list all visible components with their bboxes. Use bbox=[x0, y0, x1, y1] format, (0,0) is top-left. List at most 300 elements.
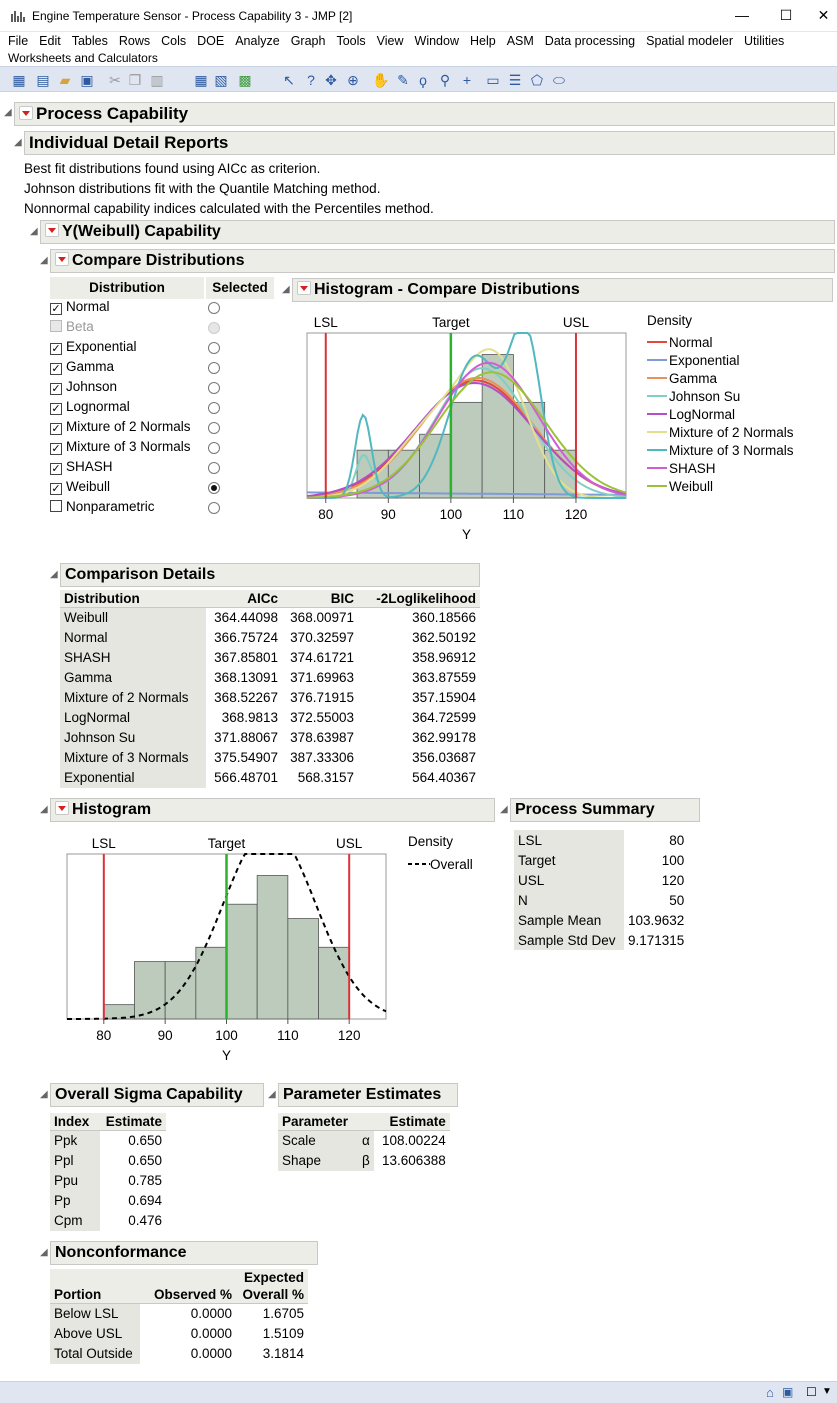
table-cell: α bbox=[358, 1131, 374, 1151]
legend-swatch bbox=[647, 341, 667, 343]
distribution-checkbox[interactable]: ✓ bbox=[51, 483, 61, 495]
nonconformance-title: Nonconformance bbox=[55, 1244, 187, 1261]
selection-tool-icon[interactable]: ✥ bbox=[325, 72, 337, 88]
magnifier-tool-icon[interactable]: ⚲ bbox=[439, 72, 451, 88]
table-cell: Ppu bbox=[50, 1171, 100, 1191]
menu-item-window[interactable]: Window bbox=[414, 34, 459, 48]
minimize-button[interactable]: — bbox=[735, 7, 749, 23]
compare-distributions-chart[interactable] bbox=[300, 308, 640, 548]
table-row bbox=[50, 1324, 308, 1344]
table-cell: Ppl bbox=[50, 1151, 100, 1171]
process-capability-title: Process Capability bbox=[36, 104, 189, 123]
table-cell: 358.96912 bbox=[412, 650, 476, 665]
histogram-compare-header[interactable] bbox=[292, 278, 833, 302]
table-cell: 9.171315 bbox=[628, 932, 685, 948]
histogram-bar bbox=[196, 947, 227, 1019]
column-header: Index bbox=[50, 1113, 100, 1131]
table-cell: 568.3157 bbox=[297, 770, 354, 785]
column-header: Distribution bbox=[60, 590, 206, 608]
table-row bbox=[60, 748, 480, 768]
oval-tool-icon[interactable]: ⬭ bbox=[553, 72, 565, 88]
distribution-row[interactable] bbox=[50, 419, 191, 439]
distribution-checkbox[interactable]: ✓ bbox=[51, 403, 61, 415]
table-cell: Shape bbox=[278, 1151, 358, 1171]
table-cell: Sample Std Dev bbox=[514, 930, 624, 950]
table-cell: Below LSL bbox=[50, 1304, 140, 1324]
compare-distributions-title: Compare Distributions bbox=[72, 252, 245, 269]
distribution-checkbox[interactable]: ✓ bbox=[51, 343, 61, 355]
overall-legend-item bbox=[408, 857, 473, 872]
table-cell: 387.33306 bbox=[290, 750, 354, 765]
spec-label-target: Target bbox=[207, 836, 246, 851]
table-cell: 366.75724 bbox=[214, 630, 278, 645]
table-cell: 368.13091 bbox=[214, 670, 278, 685]
distribution-label: Mixture of 3 Normals bbox=[66, 439, 191, 454]
table-row bbox=[60, 708, 480, 728]
menu-item-asm[interactable]: ASM bbox=[506, 34, 534, 48]
table-row bbox=[60, 608, 480, 628]
legend-swatch bbox=[647, 449, 667, 451]
table-cell: 1.6705 bbox=[262, 1306, 304, 1322]
new-script-icon[interactable]: ▤ bbox=[36, 72, 50, 88]
table-cell: 367.85801 bbox=[214, 650, 278, 665]
column-header bbox=[50, 1269, 140, 1286]
disclosure-icon[interactable]: ◢ bbox=[282, 284, 290, 295]
table-row bbox=[50, 1344, 308, 1364]
disclosure-icon[interactable]: ◢ bbox=[500, 804, 508, 815]
table-row bbox=[50, 1171, 166, 1191]
comparison-details-table bbox=[60, 590, 480, 788]
table-cell: 376.71915 bbox=[290, 690, 354, 705]
histogram-compare-title: Histogram - Compare Distributions bbox=[314, 281, 580, 298]
legend-item bbox=[647, 335, 713, 350]
toolbar bbox=[0, 66, 837, 92]
parameter-estimates-title: Parameter Estimates bbox=[283, 1086, 442, 1103]
table-cell: 368.9813 bbox=[221, 710, 278, 725]
distribution-checkbox[interactable]: ✓ bbox=[51, 423, 61, 435]
histogram-bar bbox=[319, 947, 350, 1019]
column-header bbox=[140, 1269, 236, 1286]
table-row bbox=[50, 1211, 166, 1231]
open-folder-icon[interactable]: ▰ bbox=[59, 72, 71, 88]
table-cell: Gamma bbox=[60, 668, 206, 688]
distribution-select-radio[interactable] bbox=[208, 382, 220, 394]
menu-item-tools[interactable]: Tools bbox=[336, 34, 366, 48]
table-cell: 378.63987 bbox=[290, 730, 354, 745]
table-row bbox=[278, 1151, 450, 1171]
x-tick-label: 80 bbox=[318, 507, 334, 522]
distribution-label: Normal bbox=[66, 299, 110, 314]
menu-bar bbox=[0, 32, 837, 66]
table-row bbox=[514, 830, 688, 850]
spec-label-target: Target bbox=[432, 315, 470, 330]
comparison-details-header[interactable] bbox=[60, 563, 480, 587]
parameter-estimates-header[interactable] bbox=[278, 1083, 458, 1107]
report-content bbox=[0, 93, 837, 1381]
legend-swatch bbox=[647, 377, 667, 379]
column-header: AICc bbox=[206, 590, 282, 608]
table-cell: 362.50192 bbox=[412, 630, 476, 645]
nonconformance-table bbox=[50, 1269, 308, 1364]
density-legend-title: Density bbox=[647, 313, 693, 328]
distribution-row[interactable] bbox=[50, 459, 113, 479]
disclosure-icon[interactable]: ◢ bbox=[50, 569, 58, 580]
status-dropdown-icon[interactable]: ▼ bbox=[822, 1386, 832, 1397]
parameter-estimates-table bbox=[278, 1113, 450, 1171]
compare-distributions-header[interactable] bbox=[50, 249, 835, 273]
crosshair-tool-icon[interactable]: ⊕ bbox=[347, 72, 359, 88]
table-cell: 103.9632 bbox=[628, 912, 685, 928]
individual-detail-title: Individual Detail Reports bbox=[29, 133, 229, 152]
distribution-label: Weibull bbox=[66, 479, 111, 494]
histogram-bar bbox=[451, 402, 482, 498]
home-icon[interactable]: ⌂ bbox=[766, 1385, 774, 1400]
save-icon[interactable]: ▣ bbox=[80, 72, 94, 88]
table-cell: 372.55003 bbox=[290, 710, 354, 725]
table-row bbox=[50, 1191, 166, 1211]
table-cell: 357.15904 bbox=[412, 690, 476, 705]
overall-sigma-table bbox=[50, 1113, 166, 1231]
dashed-line-icon bbox=[408, 859, 430, 869]
table-cell: 368.00971 bbox=[290, 610, 354, 626]
table-cell: USL bbox=[514, 870, 624, 890]
distribution-label: Johnson bbox=[66, 379, 118, 394]
distribution-row[interactable] bbox=[50, 439, 191, 459]
distribution-checkbox[interactable]: ✓ bbox=[51, 303, 61, 315]
table-row bbox=[60, 768, 480, 788]
legend-label: Gamma bbox=[669, 371, 718, 386]
menu-item-data-processing[interactable]: Data processing bbox=[544, 34, 636, 48]
column-header: Parameter bbox=[278, 1113, 358, 1131]
red-triangle-menu-icon[interactable] bbox=[45, 223, 59, 237]
menu-item-rows[interactable]: Rows bbox=[118, 34, 151, 48]
table-cell: 0.785 bbox=[128, 1173, 162, 1188]
jmp-app-icon bbox=[10, 8, 26, 24]
table-cell: 370.32597 bbox=[290, 630, 354, 645]
distribution-select-radio[interactable] bbox=[208, 442, 220, 454]
table-cell: Above USL bbox=[50, 1324, 140, 1344]
y-capability-title: Y(Weibull) Capability bbox=[62, 223, 221, 240]
legend-swatch bbox=[647, 467, 667, 469]
table-cell: 0.476 bbox=[128, 1213, 162, 1228]
column-header: Portion bbox=[50, 1286, 140, 1304]
disclosure-icon[interactable]: ◢ bbox=[40, 1247, 48, 1258]
legend-item bbox=[647, 407, 735, 422]
table-cell: 371.69963 bbox=[290, 670, 354, 685]
histogram-bar bbox=[227, 904, 258, 1019]
table-cell: 50 bbox=[669, 892, 685, 908]
table-cell: Sample Mean bbox=[514, 910, 624, 930]
title-bar bbox=[0, 0, 837, 32]
distribution-row[interactable] bbox=[50, 339, 137, 359]
distribution-row[interactable] bbox=[50, 399, 130, 419]
table-cell: 364.72599 bbox=[412, 710, 476, 725]
arrow-tool-icon[interactable]: ↖ bbox=[283, 72, 295, 88]
distribution-select-radio[interactable] bbox=[208, 462, 220, 474]
table-cell: Weibull bbox=[60, 608, 206, 628]
x-tick-label: 110 bbox=[502, 507, 525, 522]
menu-item-spatial-modeler[interactable]: Spatial modeler bbox=[646, 34, 733, 48]
annotate-tool-icon[interactable]: ▭ bbox=[486, 72, 500, 88]
distribution-select-radio[interactable] bbox=[208, 302, 220, 314]
legend-swatch bbox=[647, 485, 667, 487]
distribution-select-radio[interactable] bbox=[208, 502, 220, 514]
table-cell: 100 bbox=[661, 852, 685, 868]
table-cell: SHASH bbox=[60, 648, 206, 668]
x-tick-label: 90 bbox=[157, 1028, 173, 1043]
table-cell: 371.88067 bbox=[214, 730, 278, 745]
table-cell: 375.54907 bbox=[214, 750, 278, 765]
hand-tool-icon[interactable]: ✋ bbox=[372, 72, 390, 88]
x-tick-label: 80 bbox=[96, 1028, 112, 1043]
table-cell: Normal bbox=[60, 628, 206, 648]
table-cell: LogNormal bbox=[60, 708, 206, 728]
note-line: Johnson distributions fit with the Quantile Matching method. bbox=[24, 181, 381, 196]
table-cell: Total Outside bbox=[50, 1344, 140, 1364]
histogram-density-title: Density bbox=[408, 834, 454, 849]
legend-item bbox=[647, 461, 716, 476]
distribution-checkbox[interactable]: ✓ bbox=[51, 463, 61, 475]
x-tick-label: 120 bbox=[564, 507, 588, 522]
cut-icon[interactable]: ✂ bbox=[109, 72, 121, 88]
table-cell: 1.5109 bbox=[262, 1326, 304, 1341]
distribution-select-radio[interactable] bbox=[208, 362, 220, 374]
table-cell: 362.99178 bbox=[412, 730, 476, 745]
table-row bbox=[278, 1131, 450, 1151]
distribution-select-radio[interactable] bbox=[208, 422, 220, 434]
table-cell: 0.694 bbox=[128, 1193, 162, 1208]
menu-item-doe[interactable]: DOE bbox=[197, 34, 225, 48]
menu-item-worksheets[interactable]: Worksheets and Calculators bbox=[8, 51, 158, 65]
individual-detail-header[interactable] bbox=[24, 131, 835, 155]
legend-item bbox=[647, 443, 794, 458]
table-cell: 356.03687 bbox=[412, 750, 476, 765]
histogram-bar bbox=[134, 962, 165, 1019]
table-cell: β bbox=[358, 1151, 374, 1171]
distribution-row[interactable] bbox=[50, 299, 110, 319]
window-title: Engine Temperature Sensor - Process Capability 3 - JMP [2] bbox=[32, 9, 353, 23]
overall-label: Overall bbox=[430, 857, 473, 872]
legend-item bbox=[647, 353, 740, 368]
table-row bbox=[514, 850, 688, 870]
distribution-select-radio[interactable] bbox=[208, 322, 220, 334]
disclosure-icon[interactable]: ◢ bbox=[40, 804, 48, 815]
x-tick-label: 110 bbox=[277, 1028, 299, 1043]
table-row bbox=[60, 688, 480, 708]
red-triangle-menu-icon[interactable] bbox=[55, 801, 69, 815]
table-cell: Mixture of 3 Normals bbox=[60, 748, 206, 768]
table-row bbox=[514, 910, 688, 930]
distribution-select-radio[interactable] bbox=[208, 482, 220, 494]
help-tool-icon[interactable]: ? bbox=[307, 72, 315, 88]
maximize-button[interactable]: ☐ bbox=[779, 7, 793, 23]
table-cell: Pp bbox=[50, 1191, 100, 1211]
distribution-row[interactable] bbox=[50, 479, 110, 499]
table-row bbox=[50, 1151, 166, 1171]
column-header: Expected bbox=[236, 1269, 308, 1286]
distribution-label: Mixture of 2 Normals bbox=[66, 419, 191, 434]
journal-icon[interactable]: ▧ bbox=[214, 72, 228, 88]
table-row bbox=[60, 628, 480, 648]
overall-sigma-header[interactable] bbox=[50, 1083, 264, 1107]
histogram-header[interactable] bbox=[50, 798, 495, 822]
disclosure-icon[interactable]: ◢ bbox=[268, 1089, 276, 1100]
nonconformance-header[interactable] bbox=[50, 1241, 318, 1265]
legend-label: Mixture of 3 Normals bbox=[669, 443, 794, 458]
disclosure-icon[interactable]: ◢ bbox=[30, 226, 38, 237]
table-cell: Mixture of 2 Normals bbox=[60, 688, 206, 708]
plus-tool-icon[interactable]: + bbox=[462, 72, 472, 88]
table-cell: 80 bbox=[669, 832, 685, 848]
legend-label: Normal bbox=[669, 335, 713, 350]
menu-item-help[interactable]: Help bbox=[469, 34, 496, 48]
red-triangle-menu-icon[interactable] bbox=[55, 252, 69, 266]
legend-label: Johnson Su bbox=[669, 389, 741, 404]
paste-icon[interactable]: ▥ bbox=[150, 72, 164, 88]
column-header: Estimate bbox=[374, 1113, 450, 1131]
distribution-label: Nonparametric bbox=[66, 499, 155, 514]
table-cell: 0.0000 bbox=[190, 1306, 232, 1322]
x-tick-label: 100 bbox=[215, 1028, 238, 1043]
table-cell: N bbox=[514, 890, 624, 910]
table-row bbox=[60, 728, 480, 748]
column-header bbox=[358, 1113, 374, 1131]
x-axis-label: Y bbox=[221, 1048, 232, 1063]
close-button[interactable]: ✕ bbox=[817, 7, 830, 23]
red-triangle-menu-icon[interactable] bbox=[297, 281, 311, 295]
note-line: Nonnormal capability indices calculated with the Percentiles method. bbox=[24, 201, 434, 216]
polygon-tool-icon[interactable]: ⬠ bbox=[530, 72, 544, 88]
table-cell: 13.606388 bbox=[381, 1153, 446, 1168]
lasso-tool-icon[interactable]: ϙ bbox=[419, 72, 427, 88]
distribution-row[interactable] bbox=[50, 499, 155, 519]
overall-sigma-title: Overall Sigma Capability bbox=[55, 1086, 243, 1103]
legend-label: LogNormal bbox=[669, 407, 736, 422]
distribution-checkbox[interactable]: ✓ bbox=[51, 363, 61, 375]
distribution-label: Beta bbox=[66, 319, 94, 334]
x-axis-label: Y bbox=[461, 527, 472, 542]
distribution-row[interactable] bbox=[50, 379, 117, 399]
legend-swatch bbox=[647, 359, 667, 361]
table-cell: 363.87559 bbox=[412, 670, 476, 685]
distribution-row[interactable] bbox=[50, 319, 94, 339]
menu-item-cols[interactable]: Cols bbox=[161, 34, 187, 48]
table-row bbox=[514, 930, 688, 950]
histogram-bar bbox=[104, 1005, 135, 1019]
process-summary-table bbox=[514, 830, 688, 950]
histogram-bar bbox=[257, 876, 288, 1019]
table-row bbox=[60, 668, 480, 688]
process-capability-header[interactable] bbox=[14, 102, 835, 126]
distribution-row[interactable] bbox=[50, 359, 114, 379]
legend-item bbox=[647, 389, 740, 404]
disclosure-icon[interactable]: ◢ bbox=[4, 107, 12, 118]
add-rows-icon[interactable]: ▩ bbox=[238, 72, 252, 88]
table-row bbox=[50, 1304, 308, 1324]
note-line: Best fit distributions found using AICc as criterion. bbox=[24, 161, 321, 176]
column-header: BIC bbox=[282, 590, 358, 608]
y-capability-header[interactable] bbox=[40, 220, 835, 244]
spec-label-usl: USL bbox=[562, 315, 590, 330]
window-list-icon[interactable]: ▣ bbox=[782, 1385, 794, 1399]
legend-label: Weibull bbox=[669, 479, 714, 494]
table-cell: Exponential bbox=[60, 768, 206, 788]
distribution-select-radio[interactable] bbox=[208, 342, 220, 354]
data-table-list-icon[interactable]: ▦ bbox=[194, 72, 208, 88]
legend-label: SHASH bbox=[669, 461, 716, 476]
disclosure-icon[interactable]: ◢ bbox=[14, 137, 22, 148]
spec-label-lsl: LSL bbox=[91, 836, 116, 851]
distribution-checkbox[interactable]: ✓ bbox=[51, 443, 61, 455]
red-triangle-menu-icon[interactable] bbox=[19, 106, 33, 120]
distribution-checkbox[interactable] bbox=[50, 500, 62, 512]
menu-item-edit[interactable]: Edit bbox=[39, 34, 61, 48]
table-cell: 0.0000 bbox=[190, 1326, 232, 1341]
spec-label-usl: USL bbox=[336, 836, 363, 851]
legend-item bbox=[647, 371, 717, 386]
legend-swatch bbox=[647, 431, 667, 433]
layout-icon[interactable]: ☐ bbox=[806, 1385, 817, 1399]
selected-column-header: Selected bbox=[206, 277, 274, 299]
menu-item-view[interactable]: View bbox=[376, 34, 404, 48]
new-data-table-icon[interactable]: ▦ bbox=[12, 72, 26, 88]
table-cell: Target bbox=[514, 850, 624, 870]
distribution-label: Lognormal bbox=[66, 399, 130, 414]
process-summary-title: Process Summary bbox=[515, 801, 655, 818]
table-row bbox=[514, 870, 688, 890]
disclosure-icon[interactable]: ◢ bbox=[40, 255, 48, 266]
menu-item-analyze[interactable]: Analyze bbox=[235, 34, 280, 48]
comparison-details-title: Comparison Details bbox=[65, 566, 216, 583]
menu-row bbox=[8, 34, 795, 48]
menu-item-graph[interactable]: Graph bbox=[290, 34, 326, 48]
distribution-checkbox[interactable]: ✓ bbox=[51, 383, 61, 395]
legend-label: Exponential bbox=[669, 353, 740, 368]
x-tick-label: 120 bbox=[337, 1028, 361, 1043]
table-cell: 360.18566 bbox=[412, 610, 476, 626]
table-cell: 120 bbox=[661, 872, 685, 888]
table-cell: 108.00224 bbox=[381, 1133, 446, 1149]
column-header: Observed % bbox=[140, 1286, 236, 1304]
menu-item-utilities[interactable]: Utilities bbox=[743, 34, 785, 48]
table-cell: 566.48701 bbox=[214, 770, 278, 785]
distribution-select-radio[interactable] bbox=[208, 402, 220, 414]
line-tool-icon[interactable]: ☰ bbox=[508, 72, 522, 88]
menu-item-file[interactable]: File bbox=[8, 34, 29, 48]
spec-label-lsl: LSL bbox=[313, 315, 338, 330]
disclosure-icon[interactable]: ◢ bbox=[40, 1089, 48, 1100]
table-cell: 364.44098 bbox=[214, 610, 278, 626]
status-bar bbox=[0, 1381, 837, 1403]
column-header: -2Loglikelihood bbox=[358, 590, 480, 608]
table-cell: Ppk bbox=[50, 1131, 100, 1151]
distribution-label: SHASH bbox=[66, 459, 113, 474]
legend-swatch bbox=[647, 413, 667, 415]
brush-tool-icon[interactable]: ✎ bbox=[397, 72, 409, 88]
legend-label: Mixture of 2 Normals bbox=[669, 425, 794, 440]
legend-item bbox=[647, 425, 794, 440]
legend-item bbox=[647, 479, 713, 494]
table-cell: Scale bbox=[278, 1131, 358, 1151]
copy-icon[interactable]: ❐ bbox=[128, 72, 142, 88]
table-cell: 368.52267 bbox=[214, 690, 278, 705]
table-row bbox=[514, 890, 688, 910]
menu-item-tables[interactable]: Tables bbox=[71, 34, 108, 48]
table-cell: 0.650 bbox=[128, 1153, 162, 1168]
distribution-checkbox[interactable] bbox=[50, 320, 62, 332]
histogram-chart[interactable] bbox=[60, 829, 400, 1069]
process-summary-header[interactable] bbox=[510, 798, 700, 822]
